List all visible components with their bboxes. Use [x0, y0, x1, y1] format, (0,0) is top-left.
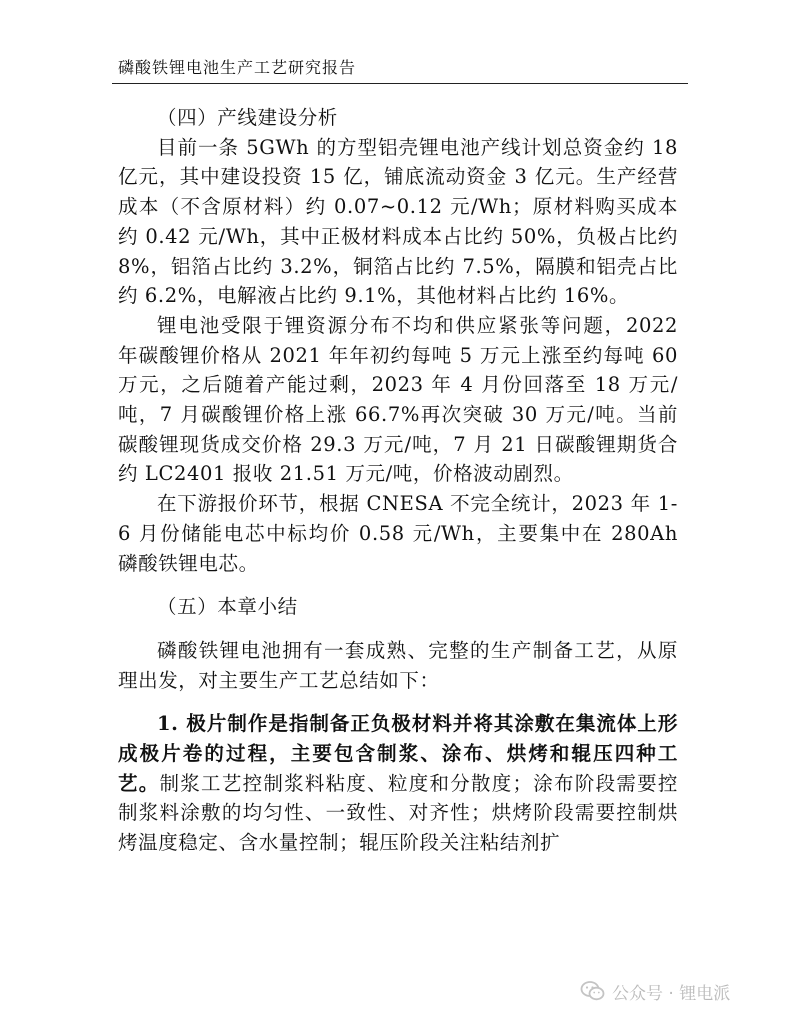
watermark-text: 公众号 · 锂电派 [612, 983, 731, 1004]
paragraph-electrode-fabrication [118, 709, 678, 858]
document-body [118, 103, 678, 858]
page-header: 磷酸铁锂电池生产工艺研究报告 [118, 58, 357, 77]
electrode-fabrication-detail: 制浆工艺控制浆料粘度、粒度和分散度；涂布阶段需要控制浆料涂敷的均匀性、一致性、对齐性；烘烤阶段需要控制烘烤温度稳定、含水量控制；辊压阶段关注粘结剂扩 [118, 771, 678, 855]
section-heading-chapter-summary: （五）本章小结 [157, 595, 298, 619]
watermark [580, 974, 730, 1008]
header-divider [112, 83, 688, 84]
paragraph-lithium-carbonate-price: 锂电池受限于锂资源分布不均和供应紧张等问题，2022 年碳酸锂价格从 2021 年年初约每吨 5 万元上涨至约每吨 60 万元，之后随着产能过剩，2023 年 4 月份回落至 18 万元/吨，7 月碳酸锂价格上涨 66.7%再次突破 30 万元/吨。当前碳酸锂现货成交价格 29.3 万元/吨，7 月 21 日碳酸锂期货合约 LC2401 报收 21.51 万元/吨，价格波动剧烈。 [118, 313, 678, 486]
paragraph-summary-intro: 磷酸铁锂电池拥有一套成熟、完整的生产制备工艺，从原理出发，对主要生产工艺总结如下： [118, 638, 678, 692]
paragraph-investment-cost: 目前一条 5GWh 的方型铝壳锂电池产线计划总资金约 18 亿元，其中建设投资 15 亿，铺底流动资金 3 亿元。生产经营成本（不含原材料）约 0.07~0.12 元/Wh；原材料购买成本约 0.42 元/Wh，其中正极材料成本占比约 50%，负极占比约 8%，铝箔占比约 3.2%，铜箔占比约 7.5%，隔膜和铝壳占比约 6.2%，电解液占比约 9.1%，其他材料占比约 16%。 [118, 135, 678, 308]
electrode-fabrication-bold-lead: 1. 极片制作是指制备正负极材料并将其涂敷在集流体上形成极片卷的过程，主要包含制浆、涂布、烘烤和辊压四种工艺。 [118, 712, 678, 795]
wechat-icon [580, 978, 606, 1004]
paragraph-downstream-quotation: 在下游报价环节，根据 CNESA 不完全统计，2023 年 1-6 月份储能电芯中标均价 0.58 元/Wh，主要集中在 280Ah 磷酸铁锂电芯。 [118, 492, 678, 575]
section-heading-production-line: （四）产线建设分析 [157, 106, 338, 129]
